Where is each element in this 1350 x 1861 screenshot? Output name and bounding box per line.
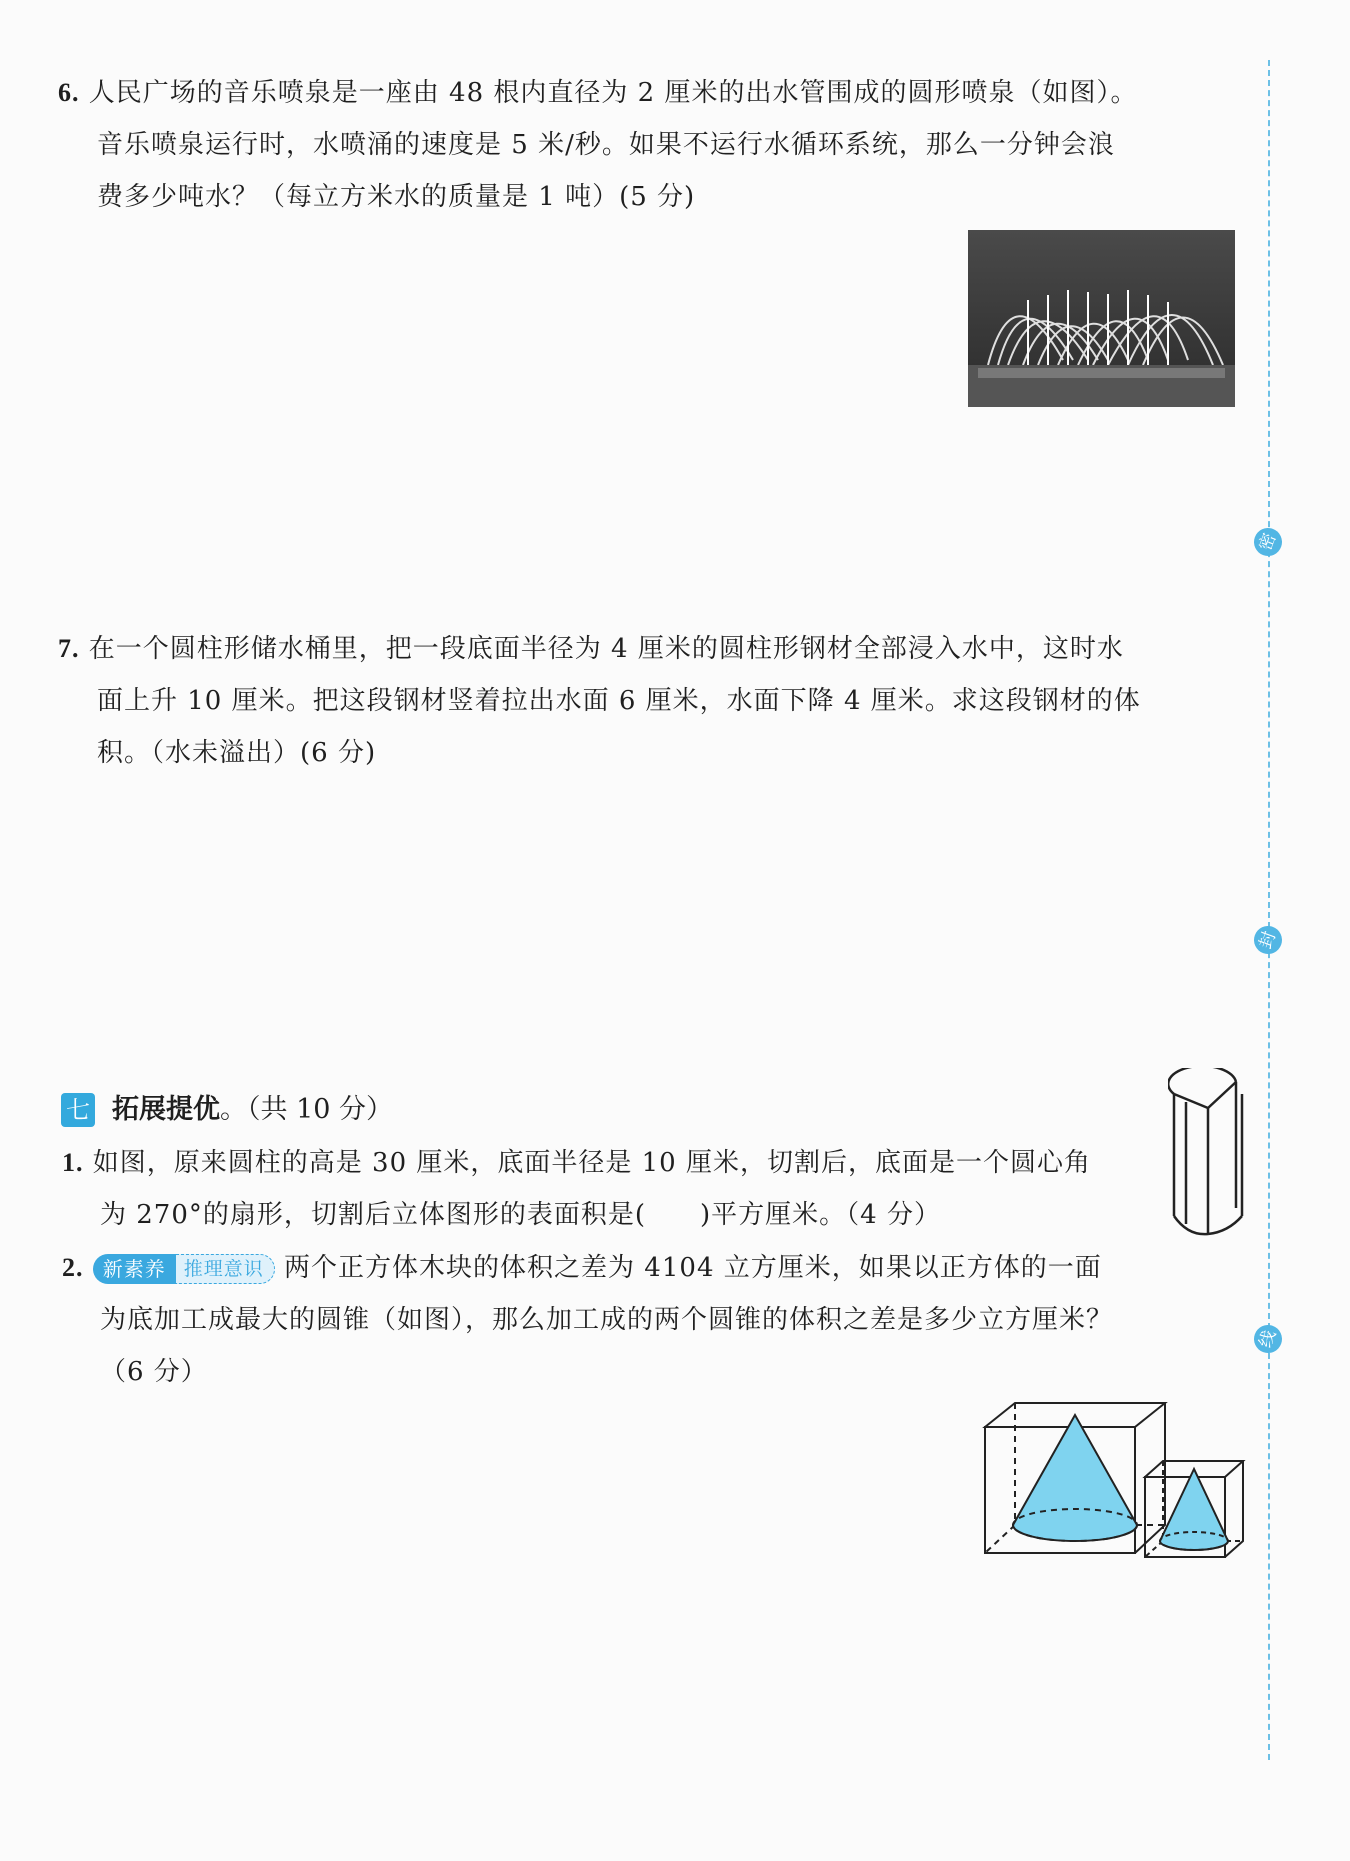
- q6-line2: 音乐喷泉运行时，水喷涌的速度是 5 米/秒。如果不运行水循环系统，那么一分钟会浪: [97, 130, 1115, 160]
- margin-mark-seal: 密: [1250, 524, 1286, 560]
- s7q2-line1: [62, 1251, 1102, 1285]
- margin-mark-line: 线: [1250, 1321, 1286, 1357]
- section-title-text: 拓展提优: [112, 1094, 220, 1125]
- q6-line1: [58, 76, 1137, 110]
- section-title: [112, 1092, 393, 1128]
- fountain-photo: [968, 230, 1235, 407]
- s7q1-text-1: 如图，原来圆柱的高是 30 厘米，底面半径是 10 厘米，切割后，底面是一个圆心角: [92, 1148, 1091, 1178]
- q7-line3: 积。（水未溢出）(6 分): [97, 738, 377, 768]
- new-literacy-tag: 新素养: [93, 1254, 176, 1284]
- cut-cylinder-figure: [1168, 1068, 1248, 1244]
- cubes-cones-figure: [975, 1385, 1255, 1564]
- q6-text-1: 人民广场的音乐喷泉是一座由 48 根内直径为 2 厘米的出水管围成的圆形喷泉（如图）。: [88, 78, 1138, 108]
- binding-margin-line: [1268, 60, 1270, 1760]
- s7q1-line2: 为 270°的扇形，切割后立体图形的表面积是( )平方厘米。（4 分）: [100, 1200, 941, 1230]
- q7-line2: 面上升 10 厘米。把这段钢材竖着拉出水面 6 厘米，水面下降 4 厘米。求这段钢材的体: [97, 686, 1141, 716]
- q7-text-1: 在一个圆柱形储水桶里，把一段底面半径为 4 厘米的圆柱形钢材全部浸入水中，这时水: [88, 634, 1124, 664]
- s7q1-number: 1.: [62, 1148, 84, 1177]
- q6-number: 6.: [58, 78, 80, 107]
- q7-number: 7.: [58, 634, 80, 663]
- q6-line3: 费多少吨水？（每立方米水的质量是 1 吨）(5 分): [97, 182, 696, 212]
- s7q2-line2: 为底加工成最大的圆锥（如图），那么加工成的两个圆锥的体积之差是多少立方厘米？: [100, 1305, 1114, 1335]
- reasoning-tag: 推理意识: [176, 1254, 275, 1284]
- s7q2-text-1: 两个正方体木块的体积之差为 4104 立方厘米，如果以正方体的一面: [284, 1253, 1102, 1283]
- s7q1-line1: [62, 1146, 1091, 1180]
- margin-mark-closure: 封: [1250, 922, 1286, 958]
- s7q2-number: 2.: [62, 1253, 84, 1282]
- section-badge: 七: [61, 1093, 95, 1127]
- section-subtitle: 。（共 10 分）: [220, 1094, 394, 1125]
- s7q2-line3: （6 分）: [100, 1357, 208, 1387]
- q7-line1: [58, 632, 1124, 666]
